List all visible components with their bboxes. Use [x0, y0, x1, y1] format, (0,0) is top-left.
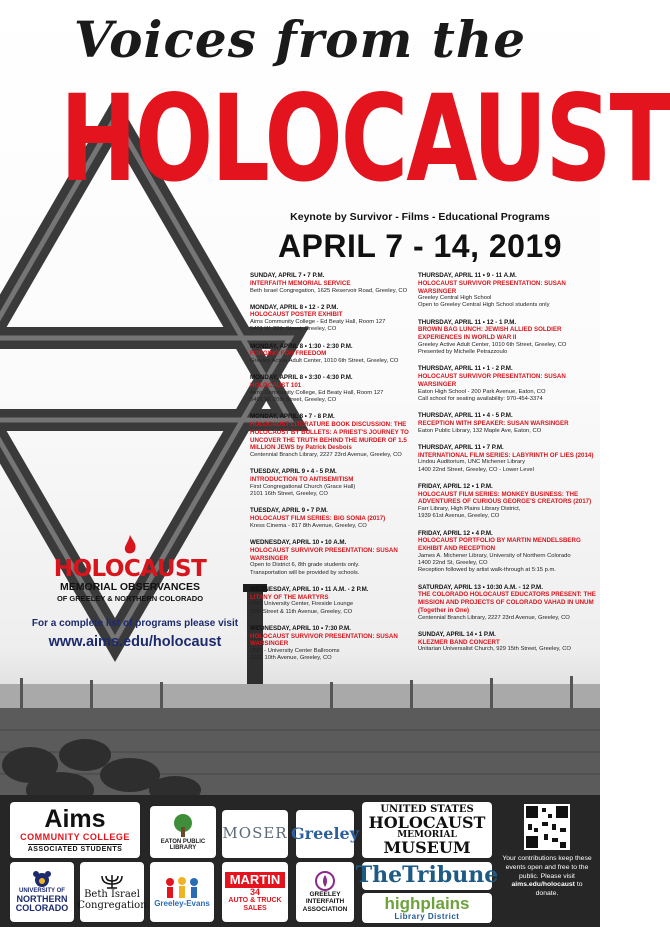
- event-time: SATURDAY, APRIL 13 • 10:30 A.M. - 12 P.M.: [418, 583, 543, 591]
- event-item: [250, 374, 412, 404]
- event-detail: Reception followed by artist walk-through at 5:15 p.m.: [418, 567, 556, 574]
- event-item: [250, 539, 412, 577]
- event-time: THURSDAY, APRIL 11 • 12 - 1 P.M.: [418, 318, 517, 326]
- flame-icon: [122, 535, 138, 557]
- event-time: TUESDAY, APRIL 9 • 4 - 5 P.M.: [250, 468, 337, 476]
- event-detail: Kress Cinema - 817 8th Avenue, Greeley, CO: [250, 522, 367, 529]
- event-title: HOLOCAUST FILM SERIES: MONKEY BUSINESS: THE ADVENTURES OF CURIOUS GEORGE'S CREATORS (2017): [418, 490, 592, 506]
- event-item: [250, 413, 412, 459]
- event-time: SUNDAY, APRIL 14 • 1 P.M.: [418, 630, 496, 638]
- event-detail: Open to Greeley Central High School students only: [418, 302, 550, 309]
- event-item: [250, 468, 412, 498]
- sponsor-interfaith-logo[interactable]: GREELEY INTERFAITH ASSOCIATION: [296, 862, 354, 922]
- event-item: [418, 444, 598, 474]
- event-item: [418, 412, 598, 435]
- event-detail: Call school for seating availability: 970-454-3374: [418, 395, 543, 402]
- qr-code-icon[interactable]: [520, 804, 574, 850]
- script-title: Voices from the: [73, 10, 527, 69]
- sponsor-unc-logo[interactable]: UNIVERSITY OF NORTHERN COLORADO: [10, 862, 74, 922]
- event-title: HOLOCAUST SURVIVOR PRESENTATION: SUSAN WARSINGER: [250, 546, 398, 562]
- event-detail: 5401 W. 20th Street, Greeley, CO: [250, 397, 337, 404]
- menorah-icon: [99, 873, 125, 889]
- event-detail: 2101 10th Avenue, Greeley, CO: [250, 655, 332, 662]
- event-detail: 5401 W. 20th Street, Greeley, CO: [250, 326, 337, 333]
- programs-note: For a complete list of programs please visit: [31, 618, 239, 629]
- event-time: MONDAY, APRIL 8 • 12 - 2 P.M.: [250, 303, 339, 311]
- event-title: HOLOCAUST LITERATURE BOOK DISCUSSION: THE HOLOCAUST BY BULLETS: A PRIEST'S JOURNEY TO UNCOVER THE TRUTH BEHIND THE MURDER OF 1.5 MILLION JEWS by Patrick Desbois: [250, 421, 409, 452]
- event-title: HOLOCAUST SURVIVOR PRESENTATION: SUSAN WARSINGER: [250, 632, 398, 648]
- event-time: TUESDAY, APRIL 9 • 7 P.M.: [250, 507, 328, 515]
- event-time: FRIDAY, APRIL 12 • 1 P.M.: [418, 482, 493, 490]
- event-detail: Farr Library, High Plains Library District,: [418, 506, 521, 513]
- event-detail: Aims Community College - Ed Beaty Hall, Room 127: [250, 319, 386, 326]
- event-detail: 20th Street & 11th Avenue, Greeley, CO: [250, 608, 353, 615]
- event-detail: Centennial Branch Library, 2227 23rd Avenue, Greeley, CO: [250, 452, 402, 459]
- event-title: KLEZMER BAND CONCERT: [418, 638, 500, 646]
- schedule-right-column: [418, 272, 598, 663]
- tree-icon: [168, 813, 198, 839]
- event-item: [250, 343, 412, 366]
- event-detail: Aims Community College, Ed Beaty Hall, Room 127: [250, 389, 384, 396]
- event-title: HOLOCAUST 101: [250, 382, 302, 390]
- event-item: [250, 625, 412, 663]
- sponsor-eaton-library-logo[interactable]: EATON PUBLIC LIBRARY: [150, 806, 216, 858]
- event-time: MONDAY, APRIL 8 • 7 - 8 P.M.: [250, 413, 335, 421]
- event-title: FORGING FOR FREEDOM: [250, 350, 327, 358]
- event-title: INTERNATIONAL FILM SERIES: LABYRINTH OF LIES (2014): [418, 451, 594, 459]
- event-detail: 1939 61st Avenue, Greeley, CO: [418, 513, 500, 520]
- organizer-subtitle: MEMORIAL OBSERVANCES: [59, 581, 201, 593]
- sponsor-moser-logo[interactable]: MOSER: [222, 810, 288, 858]
- event-time: THURSDAY, APRIL 11 • 9 - 11 A.M.: [418, 272, 517, 279]
- main-title: HOLOCAUST: [60, 69, 670, 209]
- event-dates: APRIL 7 - 14, 2019: [277, 228, 563, 264]
- event-item: [418, 319, 598, 357]
- organizer-region: OF GREELEY & NORTHERN COLORADO: [56, 593, 204, 603]
- donate-note: [502, 855, 592, 899]
- sponsor-tribune-logo[interactable]: TheTribune: [355, 862, 499, 889]
- event-title: HOLOCAUST FILM SERIES: BIG SONIA (2017): [250, 515, 386, 523]
- event-time: WEDNESDAY, APRIL 10 • 7:30 P.M.: [250, 624, 351, 632]
- event-title: HOLOCAUST SURVIVOR PRESENTATION: SUSAN WARSINGER: [418, 279, 566, 295]
- event-item: [418, 530, 598, 575]
- event-detail: First Congregational Church (Grace Hall): [250, 483, 356, 490]
- event-time: THURSDAY, APRIL 11 • 7 P.M.: [418, 443, 504, 451]
- event-title: BROWN BAG LUNCH: JEWISH ALLIED SOLDIER EXPERIENCES IN WORLD WAR II: [418, 326, 562, 342]
- sponsor-martin-logo[interactable]: MARTIN 34 AUTO & TRUCK SALES: [222, 862, 288, 922]
- children-icon: [162, 876, 202, 900]
- event-item: [250, 586, 412, 616]
- sponsor-greeley-logo[interactable]: Greeley: [296, 810, 354, 858]
- event-detail: Eaton High School - 200 Park Avenue, Eaton, CO: [418, 388, 546, 395]
- event-time: FRIDAY, APRIL 12 • 4 P.M.: [418, 529, 493, 537]
- donate-link[interactable]: aims.edu/holocaust: [511, 881, 575, 889]
- sponsor-greeley-evans-logo[interactable]: Greeley-Evans: [150, 862, 214, 922]
- event-title: INTRODUCTION TO ANTISEMITISM: [250, 476, 354, 484]
- event-detail: Open to District 6, 8th grade students only.: [250, 562, 360, 569]
- event-detail: Unitarian Universalist Church, 929 15th Street, Greeley, CO: [418, 646, 571, 653]
- event-detail: UNC University Center, Fireside Lounge: [250, 601, 354, 608]
- sponsor-beth-israel-logo[interactable]: Beth Israel Congregation: [80, 862, 144, 922]
- event-title: THE COLORADO HOLOCAUST EDUCATORS PRESENT: THE MISSION AND PROJECTS OF COLORADO VAHAD IN UNUM (Together in One): [418, 591, 596, 614]
- event-item: [250, 272, 412, 295]
- event-detail: 1400 22nd St, Greeley, CO: [418, 560, 488, 567]
- event-title: INTERFAITH MEMORIAL SERVICE: [250, 279, 351, 287]
- sponsor-aims-logo[interactable]: Aims COMMUNITY COLLEGE ASSOCIATED STUDENTS: [10, 802, 140, 858]
- event-detail: Eaton Public Library, 132 Maple Ave, Eaton, CO: [418, 427, 542, 434]
- organizer-name: HOLOCAUST: [53, 556, 207, 582]
- sponsor-ushmm-logo[interactable]: UNITED STATES HOLOCAUST MEMORIAL MUSEUM: [362, 802, 492, 858]
- event-detail: 1400 22nd Street, Greeley, CO - Lower Level: [418, 466, 534, 473]
- bear-icon: [31, 870, 53, 888]
- event-time: MONDAY, APRIL 8 • 3:30 - 4:30 P.M.: [250, 374, 353, 382]
- event-time: SUNDAY, APRIL 7 • 7 P.M.: [250, 272, 325, 279]
- interfaith-icon: [315, 871, 335, 891]
- event-detail: Centennial Branch Library, 2227 23rd Avenue, Greeley, CO: [418, 614, 570, 621]
- event-item: [250, 507, 412, 530]
- event-detail: Greeley Active Adult Center, 1010 6th Street, Greeley, CO: [250, 358, 399, 365]
- donate-text: Your contributions keep these events open and free to the public. Please visit: [502, 855, 592, 880]
- event-item: [418, 631, 598, 654]
- schedule-left-column: [250, 272, 412, 672]
- event-item: [418, 272, 598, 310]
- event-time: WEDNESDAY, APRIL 10 • 11 A.M. - 2 P.M.: [250, 585, 369, 593]
- event-item: [418, 483, 598, 521]
- programs-link[interactable]: www.aims.edu/holocaust: [48, 634, 222, 650]
- event-detail: 2101 16th Street, Greeley, CO: [250, 491, 328, 498]
- event-detail: Transportation will be provided by schools.: [250, 569, 360, 576]
- event-item: [418, 365, 598, 403]
- event-time: WEDNESDAY, APRIL 10 • 10 A.M.: [250, 539, 347, 547]
- event-detail: UNC - University Center Ballrooms: [250, 648, 340, 655]
- event-title: HOLOCAUST SURVIVOR PRESENTATION: SUSAN WARSINGER: [418, 373, 566, 388]
- sponsor-high-plains-logo[interactable]: highplains Library District: [362, 893, 492, 923]
- event-title: HOLOCAUST PORTFOLIO BY MARTIN MENDELSBERG EXHIBIT AND RECEPTION: [418, 537, 581, 553]
- event-detail: Beth Israel Congregation, 1625 Reservoir Road, Greeley, CO: [250, 287, 408, 294]
- donate-suffix: to donate.: [535, 881, 583, 898]
- event-title: HOLOCAUST POSTER EXHIBIT: [250, 311, 343, 319]
- event-title: LITANY OF THE MARTYRS: [250, 593, 329, 601]
- event-detail: Greeley Central High School: [418, 295, 492, 302]
- event-time: THURSDAY, APRIL 11 • 4 - 5 P.M.: [418, 412, 513, 420]
- event-detail: Lindou Auditorium, UNC Michener Library: [418, 459, 525, 466]
- event-title: RECEPTION WITH SPEAKER: SUSAN WARSINGER: [418, 419, 569, 427]
- organizer-logo: [30, 535, 230, 604]
- event-detail: Greeley Active Adult Center, 1010 6th Street, Greeley, CO: [418, 341, 567, 348]
- event-item: [418, 584, 598, 622]
- event-detail: James A. Michener Library, University of Northern Colorado: [418, 552, 571, 559]
- event-item: [250, 304, 412, 334]
- event-time: MONDAY, APRIL 8 • 1:30 - 2:30 P.M.: [250, 342, 353, 350]
- event-detail: Presented by Michelle Petrazzoulo: [418, 349, 508, 356]
- event-time: THURSDAY, APRIL 11 • 1 - 2 P.M.: [418, 365, 513, 373]
- tagline: Keynote by Survivor - Films - Educational Programs: [290, 211, 550, 223]
